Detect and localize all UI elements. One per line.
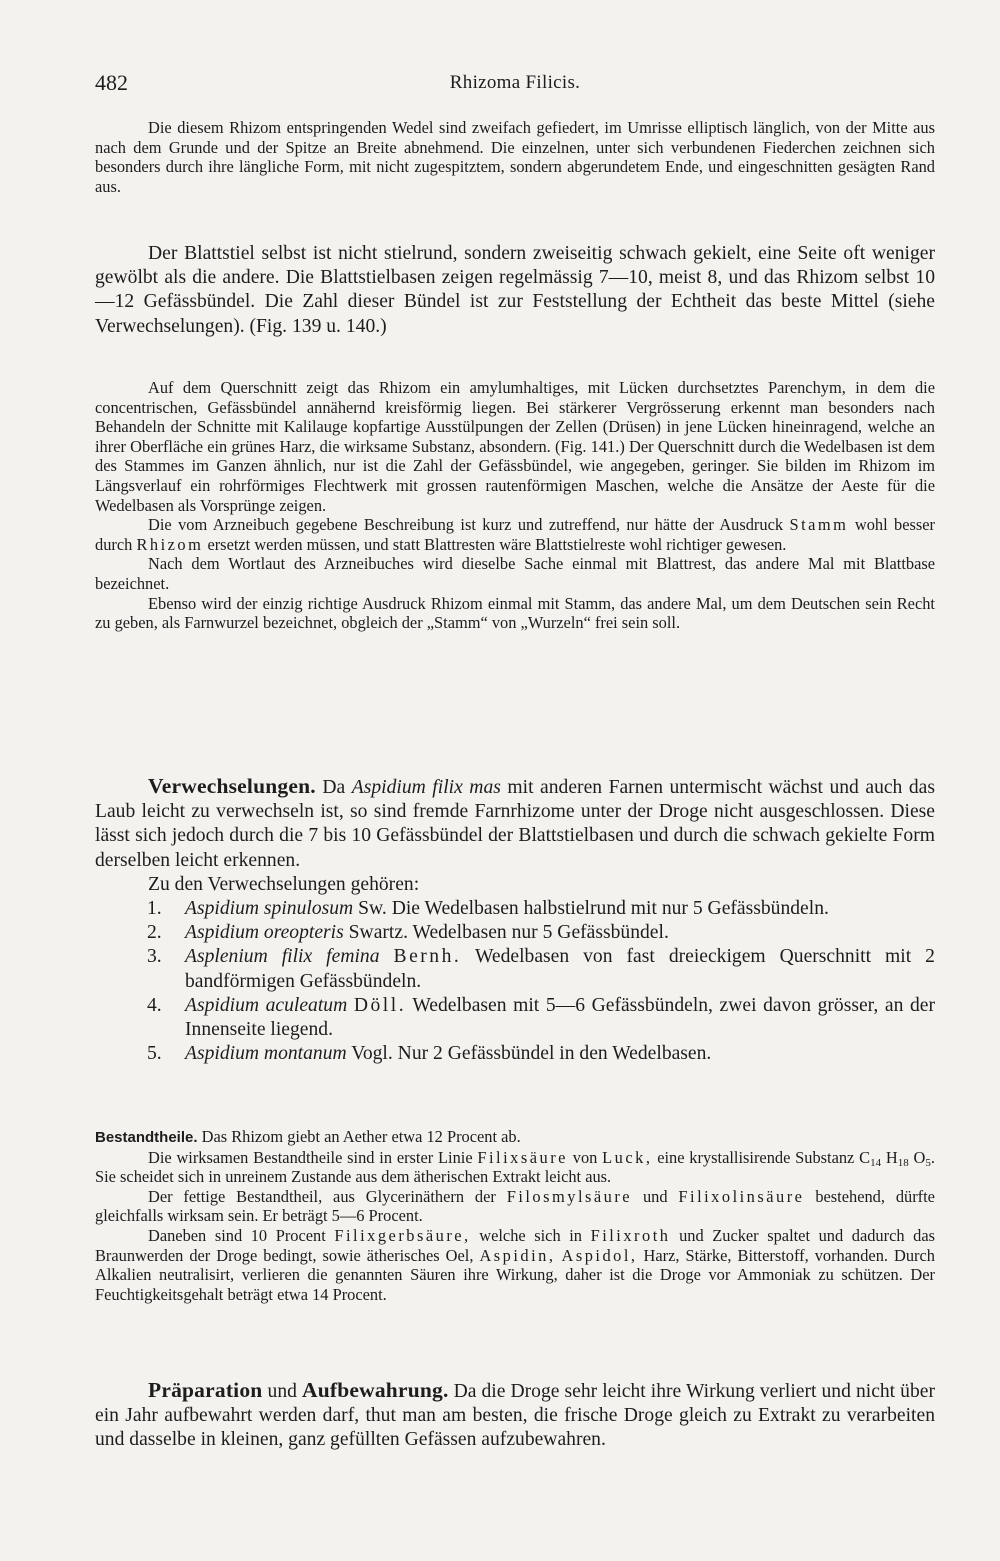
text-run: mit anderen Farnen untermischt wächst und auch das Laub leicht zu verwechseln ist, so sind fremde Farnrhizome unter der Droge nicht ausgeschlossen. Diese lässt sich jedoch durch die 7 bis 10 Gefässbündel der Blattstielbasen und durch die schwach gekielte Form derselben leicht erkennen. <box>95 777 935 871</box>
text-run: Das Rhizom giebt an Aether etwa 12 Procent ab. <box>201 1127 521 1146</box>
text-run: von <box>572 1147 598 1167</box>
paragraph-petiole: Der Blattstiel selbst ist nicht stielrund, sondern zweiseitig schwach gekielt, eine Seite oft weniger gewölbt als die andere. Die Blattstielbasen zeigen regelmässig 7—10, meist 8, und das Rhizom selbst 10—12 Gefässbündel. Die Zahl dieser Bündel ist zur Feststellung der Echtheit das beste Mittel (siehe Verwechselungen). (Fig. 139 u. 140.) <box>95 243 935 337</box>
paragraph-confusions <box>95 774 935 873</box>
text-run: welche sich in <box>479 1225 582 1245</box>
text-run: wohl besser durch <box>95 515 936 554</box>
text-run: Harz, Stärke, Bitterstoff, vorhanden. Durch Alkalien neutralisirt, verlieren die genannten Säuren ihre Wirkung, daher ist die Droge vor Ammoniak zu schützen. Der Feuchtigkeitsgehalt beträgt etwa 14 Procent. <box>95 1245 935 1304</box>
item-author: Döll. <box>353 994 407 1016</box>
running-title: Rhizoma Filicis. <box>449 72 581 93</box>
formula-element: H <box>885 1147 898 1167</box>
term-stamm: Stamm <box>789 515 849 535</box>
item-number: 2. <box>147 922 162 944</box>
formula-subscript: 14 <box>870 1156 882 1169</box>
section-preparation <box>95 1378 935 1453</box>
item-species: Aspidium aculeatum <box>185 994 348 1016</box>
heading-confusions: Verwechselungen. <box>148 774 316 798</box>
item-author: Swartz. <box>348 922 408 944</box>
heading-preparation: Präparation <box>148 1378 263 1402</box>
text-run: Die vom Arzneibuch gegebene Beschreibung ist kurz und zutreffend, nur hätte der Ausdruck <box>148 515 784 535</box>
list-item <box>95 994 935 1042</box>
item-species: Asplenium filix femina <box>185 946 380 968</box>
text-run: eine krystallisirende Substanz <box>657 1147 855 1167</box>
text-run: Da die Droge sehr leicht ihre Wirkung verliert und nicht über ein Jahr aufbewahrt werden darf, thut man am besten, die frische Droge gleich zu Extrakt zu verarbeiten und dasselbe in kleinen, ganz gefüllten Gefässen aufzubewahren. <box>95 1381 935 1451</box>
section-petiole <box>95 242 935 339</box>
text-run: Daneben sind 10 Procent <box>148 1225 326 1245</box>
item-author: Vogl. <box>351 1043 393 1065</box>
paragraph-terminology: Ebenso wird der einzig richtige Ausdruck Rhizom einmal mit Stamm, das andere Mal, um dem Deutschen sein Recht zu geben, als Farnwurzel bezeichnet, obgleich der „Stamm“ von „Wurzeln“ frei sein soll. <box>95 593 935 633</box>
paragraph-constituents-intro <box>95 1127 935 1148</box>
page-number: 482 <box>95 70 128 95</box>
section-cross-section <box>95 378 935 633</box>
paragraph-active-constituents <box>95 1148 935 1187</box>
species-name: Aspidium filix mas <box>351 777 501 798</box>
list-item <box>95 897 935 921</box>
paragraph-wording: Nach dem Wortlaut des Arzneibuches wird dieselbe Sache einmal mit Blattrest, das andere Mal mit Blattbase bezeichnet. <box>95 554 935 593</box>
item-number: 5. <box>147 1043 162 1065</box>
term-filosmylsaeure: Filosmylsäure <box>506 1186 633 1206</box>
text-run: Die wirksamen Bestandtheile sind in erster Linie <box>148 1147 473 1167</box>
formula-subscript: 5 <box>925 1156 931 1169</box>
page-header <box>95 70 935 104</box>
paragraph-other-constituents <box>95 1226 935 1304</box>
item-species: Aspidium spinulosum <box>185 898 354 920</box>
item-text: Wedelbasen von fast dreieckigem Querschnitt mit 2 bandförmigen Gefässbündeln. <box>185 946 935 992</box>
item-text: Die Wedelbasen halbstielrund mit nur 5 Gefässbündeln. <box>391 898 829 920</box>
term-aspidin: Aspidin, <box>479 1245 556 1265</box>
term-aspidol: Aspidol, <box>561 1245 638 1265</box>
item-species: Aspidium montanum <box>185 1043 347 1065</box>
text-run: bestehend, dürfte gleichfalls wirksam sein. Er beträgt 5—6 Procent. <box>95 1186 935 1226</box>
list-item <box>95 945 935 993</box>
formula-element: C <box>859 1147 871 1167</box>
chemical-formula <box>859 1148 931 1167</box>
heading-storage: Aufbewahrung. <box>301 1378 449 1402</box>
paragraph-fronds: Die diesem Rhizom entspringenden Wedel sind zweifach gefiedert, im Umrisse elliptisch länglich, von der Mitte aus nach dem Grunde und der Spitze an Breite abnehmend. Die einzelnen, unter sich verbundenen Fiederchen zeichnen sich besonders durch ihre längliche Form, mit nicht zugespitztem, sondern abgerundetem Ende, und eingeschnitten gesägten Rand aus. <box>95 118 935 196</box>
term-rhizom: Rhizom <box>136 534 204 554</box>
list-item <box>95 921 935 945</box>
paragraph-fatty-constituent <box>95 1187 935 1226</box>
section-confusions <box>95 774 935 1066</box>
text-run: und Zucker spaltet und dadurch das Braunwerden der Droge bedingt, sowie ätherisches Oel, <box>95 1225 935 1265</box>
paragraph-cross-section: Auf dem Querschnitt zeigt das Rhizom ein amylumhaltiges, mit Lücken durchsetztes Parenchym, in dem die concentrischen, Gefässbündel annähernd kreisförmig liegen. Bei stärkerer Vergrösserung erkennt man besonders nach Behandeln der Schnitte mit Kalilauge kopfartige Ausstülpungen der Zellen (Drüsen) in jene Lücken hineinragend, welche an ihrer Oberfläche ein grünes Harz, die wirksame Substanz, absondern. (Fig. 141.) Der Querschnitt durch die Wedelbasen ist dem des Stammes im Ganzen ähnlich, nur ist die Zahl der Gefässbündel, wie angegeben, geringer. Sie bilden im Rhizom im Längsverlauf ein rohrförmiges Flechtwerk mit grossen rautenförmigen Maschen, welche die Ansätze der Aeste für die Wedelbasen als Vorsprünge zeigen. <box>95 378 935 515</box>
paragraph-preparation <box>95 1378 935 1453</box>
text-run: und <box>642 1186 668 1206</box>
item-text: Nur 2 Gefässbündel in den Wedelbasen. <box>397 1043 712 1065</box>
item-text: Wedelbasen nur 5 Gefässbündel. <box>412 922 669 944</box>
heading-constituents: Bestandtheile. <box>95 1129 198 1146</box>
author-luck: Luck, <box>602 1147 653 1167</box>
item-number: 1. <box>147 898 162 920</box>
item-author: Bernh. <box>393 946 462 968</box>
formula-element: O <box>913 1147 926 1167</box>
item-number: 3. <box>147 946 162 968</box>
item-author: Sw. <box>358 898 387 920</box>
text-run: ersetzt werden müssen, und statt Blattresten wäre Blattstielreste wohl richtiger gewesen. <box>207 534 787 554</box>
section-constituents <box>95 1127 935 1304</box>
heading-conjunction: und <box>267 1381 297 1402</box>
text-run: . Sie scheidet sich in unreinem Zustande aus dem ätherischen Extrakt leicht aus. <box>95 1147 935 1187</box>
term-filixgerbsaeure: Filixgerbsäure, <box>334 1225 471 1245</box>
section-intro <box>95 118 935 196</box>
formula-subscript: 18 <box>897 1156 909 1169</box>
confusion-list <box>95 897 935 1066</box>
item-species: Aspidium oreopteris <box>185 922 344 944</box>
term-filixolinsaeure: Filixolinsäure <box>678 1186 805 1206</box>
paragraph-pharmacopoeia <box>95 515 935 554</box>
term-filixroth: Filixroth <box>590 1225 671 1245</box>
term-filixsaeure: Filixsäure <box>477 1147 568 1167</box>
text-run: Da <box>322 777 346 798</box>
list-intro: Zu den Verwechselungen gehören: <box>148 873 420 895</box>
text-run: Der fettige Bestandtheil, aus Glycerinäthern der <box>148 1186 496 1206</box>
item-number: 4. <box>147 994 162 1016</box>
item-text: Wedelbasen mit 5—6 Gefässbündeln, zwei davon grösser, an der Innenseite liegend. <box>185 994 936 1041</box>
list-item <box>95 1042 935 1066</box>
